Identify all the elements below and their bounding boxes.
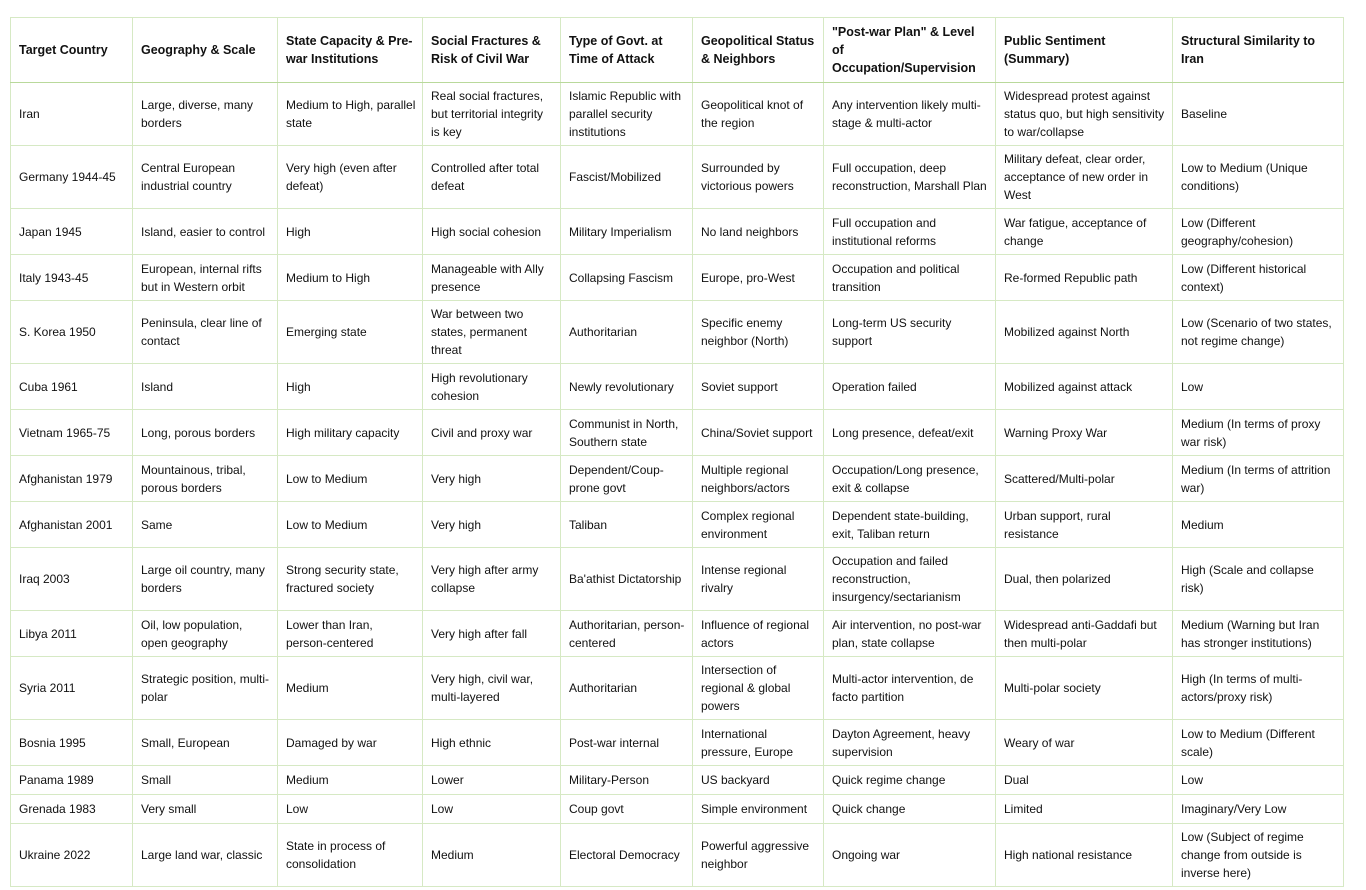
table-cell-state-capacity: State in process of consolidation [278, 824, 423, 887]
table-cell-state-capacity: High [278, 364, 423, 410]
table-cell-postwar-plan: Occupation and failed reconstruction, insurgency/sectarianism [824, 548, 996, 611]
table-row [11, 720, 1344, 766]
table-row [11, 502, 1344, 548]
table-cell-public-sentiment: Dual [996, 766, 1173, 795]
table-cell-geopolitical-status: Specific enemy neighbor (North) [693, 301, 824, 364]
table-cell-similarity-to-iran: Low [1173, 766, 1344, 795]
table-row [11, 611, 1344, 657]
table-cell-social-fractures: High ethnic [423, 720, 561, 766]
column-header-social-fractures: Social Fractures & Risk of Civil War [423, 18, 561, 83]
table-cell-public-sentiment: High national resistance [996, 824, 1173, 887]
table-cell-social-fractures: Real social fractures, but territorial integrity is key [423, 83, 561, 146]
table-cell-social-fractures: Very high after army collapse [423, 548, 561, 611]
table-cell-postwar-plan: Quick change [824, 795, 996, 824]
table-cell-similarity-to-iran: Low [1173, 364, 1344, 410]
table-row [11, 255, 1344, 301]
row-country-cell: Afghanistan 2001 [11, 502, 133, 548]
table-cell-public-sentiment: Military defeat, clear order, acceptance of new order in West [996, 146, 1173, 209]
table-cell-state-capacity: Low to Medium [278, 456, 423, 502]
table-row [11, 209, 1344, 255]
table-cell-social-fractures: High social cohesion [423, 209, 561, 255]
table-cell-state-capacity: Medium to High, parallel state [278, 83, 423, 146]
table-cell-public-sentiment: Dual, then polarized [996, 548, 1173, 611]
table-cell-govt-type: Electoral Democracy [561, 824, 693, 887]
row-country-cell: S. Korea 1950 [11, 301, 133, 364]
table-cell-geography-scale: Oil, low population, open geography [133, 611, 278, 657]
table-cell-geopolitical-status: Europe, pro-West [693, 255, 824, 301]
table-cell-social-fractures: Low [423, 795, 561, 824]
table-cell-postwar-plan: Dependent state-building, exit, Taliban return [824, 502, 996, 548]
table-cell-social-fractures: Lower [423, 766, 561, 795]
table-body [11, 83, 1344, 887]
table-cell-public-sentiment: Multi-polar society [996, 657, 1173, 720]
table-cell-geopolitical-status: US backyard [693, 766, 824, 795]
table-cell-social-fractures: Medium [423, 824, 561, 887]
table-cell-similarity-to-iran: Medium (In terms of attrition war) [1173, 456, 1344, 502]
table-cell-geopolitical-status: Simple environment [693, 795, 824, 824]
column-header-state-capacity: State Capacity & Pre-war Institutions [278, 18, 423, 83]
column-header-similarity-to-iran: Structural Similarity to Iran [1173, 18, 1344, 83]
table-cell-geography-scale: Same [133, 502, 278, 548]
table-cell-govt-type: Authoritarian [561, 301, 693, 364]
table-cell-social-fractures: Controlled after total defeat [423, 146, 561, 209]
table-cell-similarity-to-iran: Imaginary/Very Low [1173, 795, 1344, 824]
table-cell-social-fractures: Very high [423, 502, 561, 548]
table-cell-geopolitical-status: China/Soviet support [693, 410, 824, 456]
table-cell-postwar-plan: Full occupation and institutional reforms [824, 209, 996, 255]
table-cell-geopolitical-status: Intense regional rivalry [693, 548, 824, 611]
table-cell-geography-scale: Large, diverse, many borders [133, 83, 278, 146]
table-cell-geopolitical-status: No land neighbors [693, 209, 824, 255]
table-cell-geopolitical-status: International pressure, Europe [693, 720, 824, 766]
table-cell-public-sentiment: Weary of war [996, 720, 1173, 766]
table-cell-social-fractures: Very high after fall [423, 611, 561, 657]
table-cell-postwar-plan: Air intervention, no post-war plan, state collapse [824, 611, 996, 657]
table-cell-govt-type: Ba'athist Dictatorship [561, 548, 693, 611]
table-cell-public-sentiment: Re-formed Republic path [996, 255, 1173, 301]
table-cell-geography-scale: Very small [133, 795, 278, 824]
table-row [11, 364, 1344, 410]
table-cell-govt-type: Fascist/Mobilized [561, 146, 693, 209]
table-cell-geography-scale: Large oil country, many borders [133, 548, 278, 611]
table-cell-public-sentiment: Widespread protest against status quo, but high sensitivity to war/collapse [996, 83, 1173, 146]
row-country-cell: Afghanistan 1979 [11, 456, 133, 502]
table-cell-state-capacity: Strong security state, fractured society [278, 548, 423, 611]
row-country-cell: Panama 1989 [11, 766, 133, 795]
table-cell-geopolitical-status: Soviet support [693, 364, 824, 410]
table-cell-similarity-to-iran: Medium (Warning but Iran has stronger institutions) [1173, 611, 1344, 657]
table-cell-similarity-to-iran: Medium [1173, 502, 1344, 548]
table-cell-similarity-to-iran: High (In terms of multi-actors/proxy risk) [1173, 657, 1344, 720]
table-cell-similarity-to-iran: Low to Medium (Different scale) [1173, 720, 1344, 766]
table-cell-postwar-plan: Occupation and political transition [824, 255, 996, 301]
column-header-public-sentiment: Public Sentiment (Summary) [996, 18, 1173, 83]
table-cell-social-fractures: Very high, civil war, multi-layered [423, 657, 561, 720]
table-cell-similarity-to-iran: Low (Different historical context) [1173, 255, 1344, 301]
table-cell-social-fractures: Manageable with Ally presence [423, 255, 561, 301]
table-cell-govt-type: Coup govt [561, 795, 693, 824]
table-cell-public-sentiment: Mobilized against attack [996, 364, 1173, 410]
table-cell-geography-scale: Small [133, 766, 278, 795]
table-cell-geopolitical-status: Multiple regional neighbors/actors [693, 456, 824, 502]
table-cell-postwar-plan: Long-term US security support [824, 301, 996, 364]
table-cell-geography-scale: Mountainous, tribal, porous borders [133, 456, 278, 502]
comparison-table [10, 17, 1344, 887]
table-cell-state-capacity: Medium [278, 657, 423, 720]
table-cell-govt-type: Islamic Republic with parallel security institutions [561, 83, 693, 146]
table-cell-public-sentiment: Scattered/Multi-polar [996, 456, 1173, 502]
table-cell-geopolitical-status: Surrounded by victorious powers [693, 146, 824, 209]
table-cell-postwar-plan: Occupation/Long presence, exit & collapse [824, 456, 996, 502]
table-cell-geography-scale: European, internal rifts but in Western orbit [133, 255, 278, 301]
table-cell-similarity-to-iran: Low to Medium (Unique conditions) [1173, 146, 1344, 209]
table-cell-state-capacity: Low to Medium [278, 502, 423, 548]
table-cell-similarity-to-iran: Low (Scenario of two states, not regime change) [1173, 301, 1344, 364]
row-country-cell: Iran [11, 83, 133, 146]
table-cell-public-sentiment: Widespread anti-Gaddafi but then multi-polar [996, 611, 1173, 657]
row-country-cell: Grenada 1983 [11, 795, 133, 824]
table-cell-state-capacity: Low [278, 795, 423, 824]
table-row [11, 766, 1344, 795]
row-country-cell: Bosnia 1995 [11, 720, 133, 766]
table-cell-social-fractures: War between two states, permanent threat [423, 301, 561, 364]
table-cell-public-sentiment: War fatigue, acceptance of change [996, 209, 1173, 255]
table-cell-postwar-plan: Full occupation, deep reconstruction, Marshall Plan [824, 146, 996, 209]
table-cell-public-sentiment: Warning Proxy War [996, 410, 1173, 456]
table-row [11, 301, 1344, 364]
table-cell-geopolitical-status: Geopolitical knot of the region [693, 83, 824, 146]
table-cell-similarity-to-iran: Baseline [1173, 83, 1344, 146]
table-cell-similarity-to-iran: Low (Different geography/cohesion) [1173, 209, 1344, 255]
table-cell-geopolitical-status: Complex regional environment [693, 502, 824, 548]
table-row [11, 146, 1344, 209]
table-cell-similarity-to-iran: Low (Subject of regime change from outside is inverse here) [1173, 824, 1344, 887]
table-cell-govt-type: Taliban [561, 502, 693, 548]
table-cell-postwar-plan: Long presence, defeat/exit [824, 410, 996, 456]
table-cell-similarity-to-iran: Medium (In terms of proxy war risk) [1173, 410, 1344, 456]
row-country-cell: Cuba 1961 [11, 364, 133, 410]
row-country-cell: Syria 2011 [11, 657, 133, 720]
table-cell-govt-type: Newly revolutionary [561, 364, 693, 410]
table-cell-geography-scale: Strategic position, multi-polar [133, 657, 278, 720]
table-cell-public-sentiment: Mobilized against North [996, 301, 1173, 364]
table-cell-govt-type: Dependent/Coup-prone govt [561, 456, 693, 502]
table-header-row [11, 18, 1344, 83]
table-cell-geography-scale: Island, easier to control [133, 209, 278, 255]
table-cell-geography-scale: Small, European [133, 720, 278, 766]
row-country-cell: Iraq 2003 [11, 548, 133, 611]
table-row [11, 83, 1344, 146]
table-cell-govt-type: Authoritarian [561, 657, 693, 720]
table-cell-geography-scale: Central European industrial country [133, 146, 278, 209]
table-cell-geopolitical-status: Intersection of regional & global powers [693, 657, 824, 720]
table-row [11, 456, 1344, 502]
table-row [11, 657, 1344, 720]
table-cell-postwar-plan: Multi-actor intervention, de facto partition [824, 657, 996, 720]
table-row [11, 824, 1344, 887]
table-row [11, 795, 1344, 824]
table-cell-state-capacity: Very high (even after defeat) [278, 146, 423, 209]
table-cell-postwar-plan: Ongoing war [824, 824, 996, 887]
table-cell-social-fractures: Very high [423, 456, 561, 502]
table-cell-geography-scale: Peninsula, clear line of contact [133, 301, 278, 364]
table-cell-public-sentiment: Urban support, rural resistance [996, 502, 1173, 548]
table-cell-postwar-plan: Quick regime change [824, 766, 996, 795]
column-header-postwar-plan: "Post-war Plan" & Level of Occupation/Supervision [824, 18, 996, 83]
row-country-cell: Libya 2011 [11, 611, 133, 657]
table-cell-state-capacity: Damaged by war [278, 720, 423, 766]
table-cell-govt-type: Military-Person [561, 766, 693, 795]
row-country-cell: Vietnam 1965-75 [11, 410, 133, 456]
table-cell-state-capacity: Emerging state [278, 301, 423, 364]
table-cell-geopolitical-status: Powerful aggressive neighbor [693, 824, 824, 887]
table-cell-state-capacity: Medium [278, 766, 423, 795]
row-country-cell: Japan 1945 [11, 209, 133, 255]
table-cell-govt-type: Military Imperialism [561, 209, 693, 255]
column-header-target-country: Target Country [11, 18, 133, 83]
table-cell-similarity-to-iran: High (Scale and collapse risk) [1173, 548, 1344, 611]
table-cell-govt-type: Collapsing Fascism [561, 255, 693, 301]
table-cell-geography-scale: Island [133, 364, 278, 410]
table-cell-govt-type: Post-war internal [561, 720, 693, 766]
table-cell-state-capacity: Lower than Iran, person-centered [278, 611, 423, 657]
table-cell-public-sentiment: Limited [996, 795, 1173, 824]
row-country-cell: Germany 1944-45 [11, 146, 133, 209]
table-cell-social-fractures: High revolutionary cohesion [423, 364, 561, 410]
table-cell-geography-scale: Large land war, classic [133, 824, 278, 887]
row-country-cell: Italy 1943-45 [11, 255, 133, 301]
column-header-geography-scale: Geography & Scale [133, 18, 278, 83]
table-cell-postwar-plan: Operation failed [824, 364, 996, 410]
table-cell-social-fractures: Civil and proxy war [423, 410, 561, 456]
table-cell-state-capacity: Medium to High [278, 255, 423, 301]
column-header-geopolitical-status: Geopolitical Status & Neighbors [693, 18, 824, 83]
table-row [11, 410, 1344, 456]
column-header-govt-type: Type of Govt. at Time of Attack [561, 18, 693, 83]
table-cell-state-capacity: High military capacity [278, 410, 423, 456]
comparison-table-container [10, 17, 1343, 887]
table-cell-state-capacity: High [278, 209, 423, 255]
table-cell-govt-type: Authoritarian, person-centered [561, 611, 693, 657]
table-cell-geography-scale: Long, porous borders [133, 410, 278, 456]
table-cell-govt-type: Communist in North, Southern state [561, 410, 693, 456]
row-country-cell: Ukraine 2022 [11, 824, 133, 887]
table-cell-postwar-plan: Any intervention likely multi-stage & multi-actor [824, 83, 996, 146]
table-row [11, 548, 1344, 611]
table-cell-postwar-plan: Dayton Agreement, heavy supervision [824, 720, 996, 766]
table-cell-geopolitical-status: Influence of regional actors [693, 611, 824, 657]
